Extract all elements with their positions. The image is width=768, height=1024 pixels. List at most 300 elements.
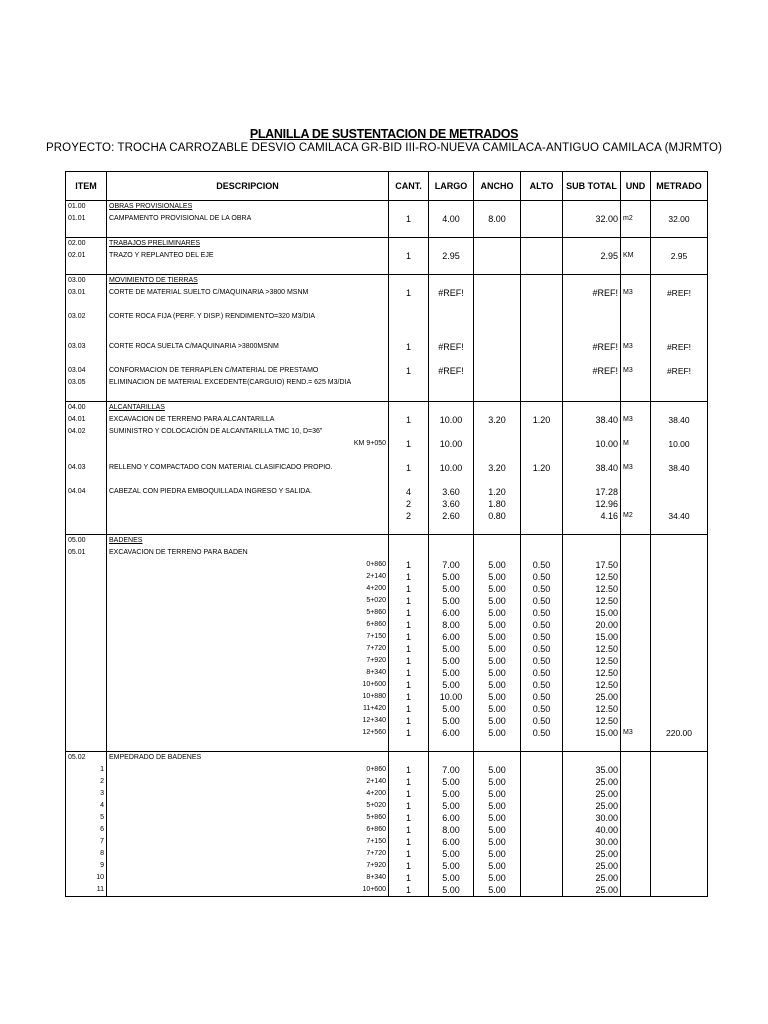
table-row bbox=[66, 655, 708, 667]
cell-item bbox=[66, 474, 107, 486]
cell-ancho bbox=[474, 426, 521, 438]
cell-und bbox=[621, 800, 651, 812]
cell-item: 6 bbox=[66, 824, 107, 836]
header-ancho: ANCHO bbox=[474, 172, 521, 201]
cell-cant bbox=[389, 225, 429, 238]
cell-largo: 5.00 bbox=[429, 800, 474, 812]
cell-descripcion: 7+720 bbox=[107, 848, 389, 860]
table-row bbox=[66, 800, 708, 812]
cell-item: 04.04 bbox=[66, 486, 107, 498]
cell-item bbox=[66, 631, 107, 643]
cell-und bbox=[621, 275, 651, 288]
cell-und bbox=[621, 486, 651, 498]
cell-cant: 1 bbox=[389, 848, 429, 860]
cell-largo bbox=[429, 426, 474, 438]
cell-descripcion: 7+920 bbox=[107, 655, 389, 667]
cell-metrado: 32.00 bbox=[651, 213, 708, 225]
cell-und bbox=[621, 201, 651, 214]
cell-descripcion: 6+860 bbox=[107, 619, 389, 631]
cell-subtotal: 25.00 bbox=[563, 860, 621, 872]
cell-alto bbox=[521, 812, 563, 824]
header-cant: CANT. bbox=[389, 172, 429, 201]
cell-ancho: 5.00 bbox=[474, 788, 521, 800]
section-row bbox=[66, 238, 708, 251]
cell-ancho bbox=[474, 377, 521, 389]
cell-ancho: 5.00 bbox=[474, 607, 521, 619]
cell-und bbox=[621, 679, 651, 691]
cell-ancho: 5.00 bbox=[474, 643, 521, 655]
cell-subtotal: 12.50 bbox=[563, 643, 621, 655]
cell-subtotal bbox=[563, 275, 621, 288]
cell-cant: 1 bbox=[389, 655, 429, 667]
cell-subtotal bbox=[563, 402, 621, 415]
cell-und bbox=[621, 595, 651, 607]
cell-ancho: 5.00 bbox=[474, 848, 521, 860]
cell-alto: 0.50 bbox=[521, 691, 563, 703]
cell-descripcion: 10+600 bbox=[107, 884, 389, 897]
table-row bbox=[66, 571, 708, 583]
cell-largo: 10.00 bbox=[429, 414, 474, 426]
cell-cant bbox=[389, 450, 429, 462]
cell-item bbox=[66, 703, 107, 715]
cell-subtotal: 12.50 bbox=[563, 679, 621, 691]
cell-cant: 1 bbox=[389, 860, 429, 872]
cell-und bbox=[621, 884, 651, 897]
cell-descripcion: 7+150 bbox=[107, 631, 389, 643]
cell-ancho: 5.00 bbox=[474, 824, 521, 836]
cell-ancho bbox=[474, 238, 521, 251]
cell-alto bbox=[521, 522, 563, 535]
cell-ancho: 5.00 bbox=[474, 764, 521, 776]
cell-subtotal: 12.50 bbox=[563, 715, 621, 727]
cell-ancho bbox=[474, 365, 521, 377]
cell-ancho: 0.80 bbox=[474, 510, 521, 522]
cell-item bbox=[66, 450, 107, 462]
cell-und bbox=[621, 703, 651, 715]
cell-subtotal: 30.00 bbox=[563, 812, 621, 824]
cell-largo: 6.00 bbox=[429, 836, 474, 848]
table-row bbox=[66, 643, 708, 655]
cell-descripcion: 5+020 bbox=[107, 595, 389, 607]
cell-metrado bbox=[651, 788, 708, 800]
cell-cant bbox=[389, 262, 429, 275]
cell-descripcion bbox=[107, 353, 389, 365]
cell-subtotal bbox=[563, 201, 621, 214]
cell-descripcion: CAMPAMENTO PROVISIONAL DE LA OBRA bbox=[107, 213, 389, 225]
cell-largo bbox=[429, 474, 474, 486]
cell-subtotal bbox=[563, 547, 621, 559]
cell-subtotal: 38.40 bbox=[563, 414, 621, 426]
cell-und bbox=[621, 535, 651, 548]
cell-largo bbox=[429, 377, 474, 389]
cell-largo bbox=[429, 402, 474, 415]
cell-metrado bbox=[651, 262, 708, 275]
cell-metrado bbox=[651, 884, 708, 897]
cell-item bbox=[66, 679, 107, 691]
cell-ancho: 1.80 bbox=[474, 498, 521, 510]
cell-ancho: 3.20 bbox=[474, 414, 521, 426]
cell-ancho: 8.00 bbox=[474, 213, 521, 225]
project-name: PROYECTO: TROCHA CARROZABLE DESVIO CAMILACA GR-BID III-RO-NUEVA CAMILACA-ANTIGUO CAMILACA (MJRMTO) bbox=[45, 142, 723, 154]
cell-descripcion: 8+340 bbox=[107, 667, 389, 679]
cell-und bbox=[621, 450, 651, 462]
cell-descripcion: 4+200 bbox=[107, 583, 389, 595]
cell-cant bbox=[389, 389, 429, 402]
table-row bbox=[66, 788, 708, 800]
cell-alto bbox=[521, 250, 563, 262]
table-row bbox=[66, 377, 708, 389]
cell-alto bbox=[521, 535, 563, 548]
cell-metrado bbox=[651, 631, 708, 643]
cell-cant bbox=[389, 353, 429, 365]
cell-und bbox=[621, 583, 651, 595]
cell-largo: 3.60 bbox=[429, 486, 474, 498]
cell-metrado bbox=[651, 824, 708, 836]
cell-alto bbox=[521, 201, 563, 214]
cell-subtotal bbox=[563, 225, 621, 238]
cell-descripcion: RELLENO Y COMPACTADO CON MATERIAL CLASIFICADO PROPIO. bbox=[107, 462, 389, 474]
cell-metrado: 38.40 bbox=[651, 414, 708, 426]
cell-metrado: #REF! bbox=[651, 335, 708, 353]
cell-und bbox=[621, 547, 651, 559]
cell-subtotal: 32.00 bbox=[563, 213, 621, 225]
cell-largo bbox=[429, 299, 474, 323]
cell-largo: #REF! bbox=[429, 287, 474, 299]
cell-und bbox=[621, 631, 651, 643]
cell-subtotal: 12.50 bbox=[563, 595, 621, 607]
cell-descripcion: 11+420 bbox=[107, 703, 389, 715]
table-row bbox=[66, 323, 708, 335]
cell-subtotal bbox=[563, 377, 621, 389]
cell-ancho: 5.00 bbox=[474, 619, 521, 631]
cell-cant: 1 bbox=[389, 335, 429, 353]
cell-ancho: 5.00 bbox=[474, 679, 521, 691]
cell-und: KM bbox=[621, 250, 651, 262]
cell-item bbox=[66, 510, 107, 522]
cell-descripcion: 10+600 bbox=[107, 679, 389, 691]
table-row bbox=[66, 703, 708, 715]
cell-und: M3 bbox=[621, 287, 651, 299]
cell-cant bbox=[389, 238, 429, 251]
cell-item bbox=[66, 667, 107, 679]
cell-alto bbox=[521, 474, 563, 486]
cell-item: 05.00 bbox=[66, 535, 107, 548]
table-row bbox=[66, 438, 708, 450]
cell-und bbox=[621, 377, 651, 389]
table-row bbox=[66, 691, 708, 703]
table-row bbox=[66, 287, 708, 299]
cell-metrado bbox=[651, 836, 708, 848]
cell-largo: 5.00 bbox=[429, 848, 474, 860]
cell-alto bbox=[521, 225, 563, 238]
cell-item: 03.05 bbox=[66, 377, 107, 389]
cell-metrado bbox=[651, 353, 708, 365]
cell-und bbox=[621, 498, 651, 510]
cell-cant: 1 bbox=[389, 438, 429, 450]
cell-metrado bbox=[651, 571, 708, 583]
cell-metrado bbox=[651, 486, 708, 498]
cell-ancho: 5.00 bbox=[474, 812, 521, 824]
cell-descripcion: 12+560 bbox=[107, 727, 389, 739]
metrados-table bbox=[65, 171, 708, 897]
cell-cant: 1 bbox=[389, 631, 429, 643]
cell-cant: 1 bbox=[389, 788, 429, 800]
cell-item bbox=[66, 595, 107, 607]
cell-metrado: #REF! bbox=[651, 287, 708, 299]
cell-alto bbox=[521, 764, 563, 776]
cell-largo: 10.00 bbox=[429, 438, 474, 450]
cell-descripcion: 0+860 bbox=[107, 764, 389, 776]
cell-descripcion: 12+340 bbox=[107, 715, 389, 727]
cell-subtotal: 30.00 bbox=[563, 836, 621, 848]
cell-cant bbox=[389, 474, 429, 486]
cell-cant: 1 bbox=[389, 643, 429, 655]
cell-cant bbox=[389, 547, 429, 559]
table-row bbox=[66, 824, 708, 836]
cell-alto bbox=[521, 426, 563, 438]
cell-cant bbox=[389, 522, 429, 535]
cell-alto: 1.20 bbox=[521, 462, 563, 474]
cell-subtotal: 15.00 bbox=[563, 727, 621, 739]
table-row bbox=[66, 836, 708, 848]
cell-largo: 5.00 bbox=[429, 679, 474, 691]
cell-descripcion: CABEZAL CON PIEDRA EMBOQUILLADA INGRESO Y SALIDA. bbox=[107, 486, 389, 498]
cell-descripcion bbox=[107, 450, 389, 462]
cell-alto bbox=[521, 824, 563, 836]
cell-largo bbox=[429, 262, 474, 275]
table-row bbox=[66, 715, 708, 727]
cell-ancho: 5.00 bbox=[474, 715, 521, 727]
table-row bbox=[66, 414, 708, 426]
cell-alto bbox=[521, 510, 563, 522]
cell-subtotal: 25.00 bbox=[563, 776, 621, 788]
cell-cant: 1 bbox=[389, 583, 429, 595]
cell-item: 03.02 bbox=[66, 299, 107, 323]
cell-und bbox=[621, 559, 651, 571]
cell-descripcion bbox=[107, 225, 389, 238]
table-row bbox=[66, 619, 708, 631]
cell-subtotal: 25.00 bbox=[563, 848, 621, 860]
cell-item: 3 bbox=[66, 788, 107, 800]
cell-und bbox=[621, 323, 651, 335]
cell-item bbox=[66, 727, 107, 739]
cell-cant: 1 bbox=[389, 607, 429, 619]
cell-largo: 5.00 bbox=[429, 884, 474, 897]
cell-ancho: 5.00 bbox=[474, 836, 521, 848]
cell-descripcion: 2+140 bbox=[107, 776, 389, 788]
table-row bbox=[66, 522, 708, 535]
cell-largo bbox=[429, 535, 474, 548]
cell-cant: 1 bbox=[389, 703, 429, 715]
cell-descripcion: 7+920 bbox=[107, 860, 389, 872]
cell-alto bbox=[521, 402, 563, 415]
cell-descripcion: 2+140 bbox=[107, 571, 389, 583]
cell-ancho bbox=[474, 389, 521, 402]
cell-largo bbox=[429, 389, 474, 402]
cell-ancho: 5.00 bbox=[474, 691, 521, 703]
cell-item bbox=[66, 438, 107, 450]
cell-subtotal bbox=[563, 262, 621, 275]
cell-metrado bbox=[651, 450, 708, 462]
cell-ancho bbox=[474, 739, 521, 752]
cell-metrado bbox=[651, 739, 708, 752]
table-row bbox=[66, 583, 708, 595]
cell-cant: 2 bbox=[389, 510, 429, 522]
table-row bbox=[66, 776, 708, 788]
table-row bbox=[66, 462, 708, 474]
table-row bbox=[66, 225, 708, 238]
cell-metrado bbox=[651, 619, 708, 631]
cell-ancho: 5.00 bbox=[474, 667, 521, 679]
cell-subtotal: 15.00 bbox=[563, 607, 621, 619]
cell-largo: 5.00 bbox=[429, 571, 474, 583]
cell-largo bbox=[429, 201, 474, 214]
cell-cant: 1 bbox=[389, 287, 429, 299]
cell-alto bbox=[521, 498, 563, 510]
cell-subtotal: 12.50 bbox=[563, 583, 621, 595]
cell-ancho: 5.00 bbox=[474, 872, 521, 884]
cell-alto bbox=[521, 872, 563, 884]
cell-und bbox=[621, 739, 651, 752]
table-body bbox=[66, 201, 708, 897]
table-row bbox=[66, 812, 708, 824]
cell-und bbox=[621, 299, 651, 323]
cell-subtotal: 25.00 bbox=[563, 800, 621, 812]
table-row bbox=[66, 389, 708, 402]
cell-und: M3 bbox=[621, 727, 651, 739]
cell-cant bbox=[389, 752, 429, 765]
cell-und bbox=[621, 764, 651, 776]
cell-und bbox=[621, 225, 651, 238]
cell-und bbox=[621, 824, 651, 836]
cell-und bbox=[621, 667, 651, 679]
cell-alto bbox=[521, 776, 563, 788]
cell-largo bbox=[429, 323, 474, 335]
header-item: ITEM bbox=[66, 172, 107, 201]
cell-item: 11 bbox=[66, 884, 107, 897]
cell-largo: 8.00 bbox=[429, 619, 474, 631]
cell-alto: 0.50 bbox=[521, 643, 563, 655]
table-row bbox=[66, 559, 708, 571]
cell-item bbox=[66, 715, 107, 727]
cell-largo: 10.00 bbox=[429, 691, 474, 703]
table-row bbox=[66, 299, 708, 323]
cell-cant bbox=[389, 426, 429, 438]
cell-item bbox=[66, 571, 107, 583]
table-row bbox=[66, 595, 708, 607]
cell-alto: 0.50 bbox=[521, 571, 563, 583]
header-metrado: METRADO bbox=[651, 172, 708, 201]
cell-ancho: 5.00 bbox=[474, 571, 521, 583]
table-row bbox=[66, 250, 708, 262]
cell-ancho bbox=[474, 522, 521, 535]
cell-ancho: 5.00 bbox=[474, 559, 521, 571]
cell-und bbox=[621, 788, 651, 800]
table-row bbox=[66, 860, 708, 872]
cell-subtotal: 2.95 bbox=[563, 250, 621, 262]
cell-item: 2 bbox=[66, 776, 107, 788]
cell-metrado: 34.40 bbox=[651, 510, 708, 522]
cell-cant: 1 bbox=[389, 213, 429, 225]
cell-ancho: 5.00 bbox=[474, 860, 521, 872]
cell-subtotal: 40.00 bbox=[563, 824, 621, 836]
cell-subtotal bbox=[563, 752, 621, 765]
table-row bbox=[66, 335, 708, 353]
cell-descripcion bbox=[107, 498, 389, 510]
cell-largo: 2.95 bbox=[429, 250, 474, 262]
cell-cant: 1 bbox=[389, 691, 429, 703]
header-und: UND bbox=[621, 172, 651, 201]
cell-subtotal: 38.40 bbox=[563, 462, 621, 474]
cell-alto bbox=[521, 860, 563, 872]
cell-item bbox=[66, 353, 107, 365]
cell-ancho bbox=[474, 262, 521, 275]
cell-item bbox=[66, 225, 107, 238]
cell-item: 03.00 bbox=[66, 275, 107, 288]
cell-alto bbox=[521, 213, 563, 225]
cell-descripcion: 10+880 bbox=[107, 691, 389, 703]
cell-largo: 5.00 bbox=[429, 583, 474, 595]
cell-largo bbox=[429, 752, 474, 765]
header-subtotal: SUB TOTAL bbox=[563, 172, 621, 201]
header-largo: LARGO bbox=[429, 172, 474, 201]
cell-cant: 1 bbox=[389, 667, 429, 679]
cell-cant bbox=[389, 323, 429, 335]
cell-largo: 5.00 bbox=[429, 655, 474, 667]
table-row bbox=[66, 365, 708, 377]
cell-und bbox=[621, 848, 651, 860]
cell-metrado: #REF! bbox=[651, 365, 708, 377]
cell-alto: 0.50 bbox=[521, 667, 563, 679]
cell-ancho bbox=[474, 535, 521, 548]
cell-alto bbox=[521, 323, 563, 335]
cell-und bbox=[621, 389, 651, 402]
cell-ancho bbox=[474, 402, 521, 415]
table-row bbox=[66, 679, 708, 691]
cell-metrado bbox=[651, 667, 708, 679]
cell-metrado bbox=[651, 691, 708, 703]
cell-largo: 2.60 bbox=[429, 510, 474, 522]
cell-largo: 5.00 bbox=[429, 872, 474, 884]
cell-largo bbox=[429, 238, 474, 251]
table-header-row bbox=[66, 172, 708, 201]
section-row bbox=[66, 201, 708, 214]
cell-cant: 1 bbox=[389, 800, 429, 812]
cell-alto bbox=[521, 739, 563, 752]
cell-und bbox=[621, 860, 651, 872]
cell-item bbox=[66, 498, 107, 510]
cell-alto bbox=[521, 262, 563, 275]
cell-ancho: 5.00 bbox=[474, 655, 521, 667]
cell-alto: 0.50 bbox=[521, 559, 563, 571]
cell-cant: 1 bbox=[389, 715, 429, 727]
cell-subtotal bbox=[563, 426, 621, 438]
cell-ancho: 5.00 bbox=[474, 884, 521, 897]
table-row bbox=[66, 353, 708, 365]
table-row bbox=[66, 727, 708, 739]
cell-largo: 3.60 bbox=[429, 498, 474, 510]
cell-cant: 1 bbox=[389, 414, 429, 426]
cell-item: 01.00 bbox=[66, 201, 107, 214]
cell-largo: 5.00 bbox=[429, 595, 474, 607]
cell-cant bbox=[389, 377, 429, 389]
cell-ancho bbox=[474, 335, 521, 353]
cell-metrado: 38.40 bbox=[651, 462, 708, 474]
cell-item: 4 bbox=[66, 800, 107, 812]
cell-cant: 1 bbox=[389, 884, 429, 897]
cell-item bbox=[66, 583, 107, 595]
cell-alto: 0.50 bbox=[521, 715, 563, 727]
